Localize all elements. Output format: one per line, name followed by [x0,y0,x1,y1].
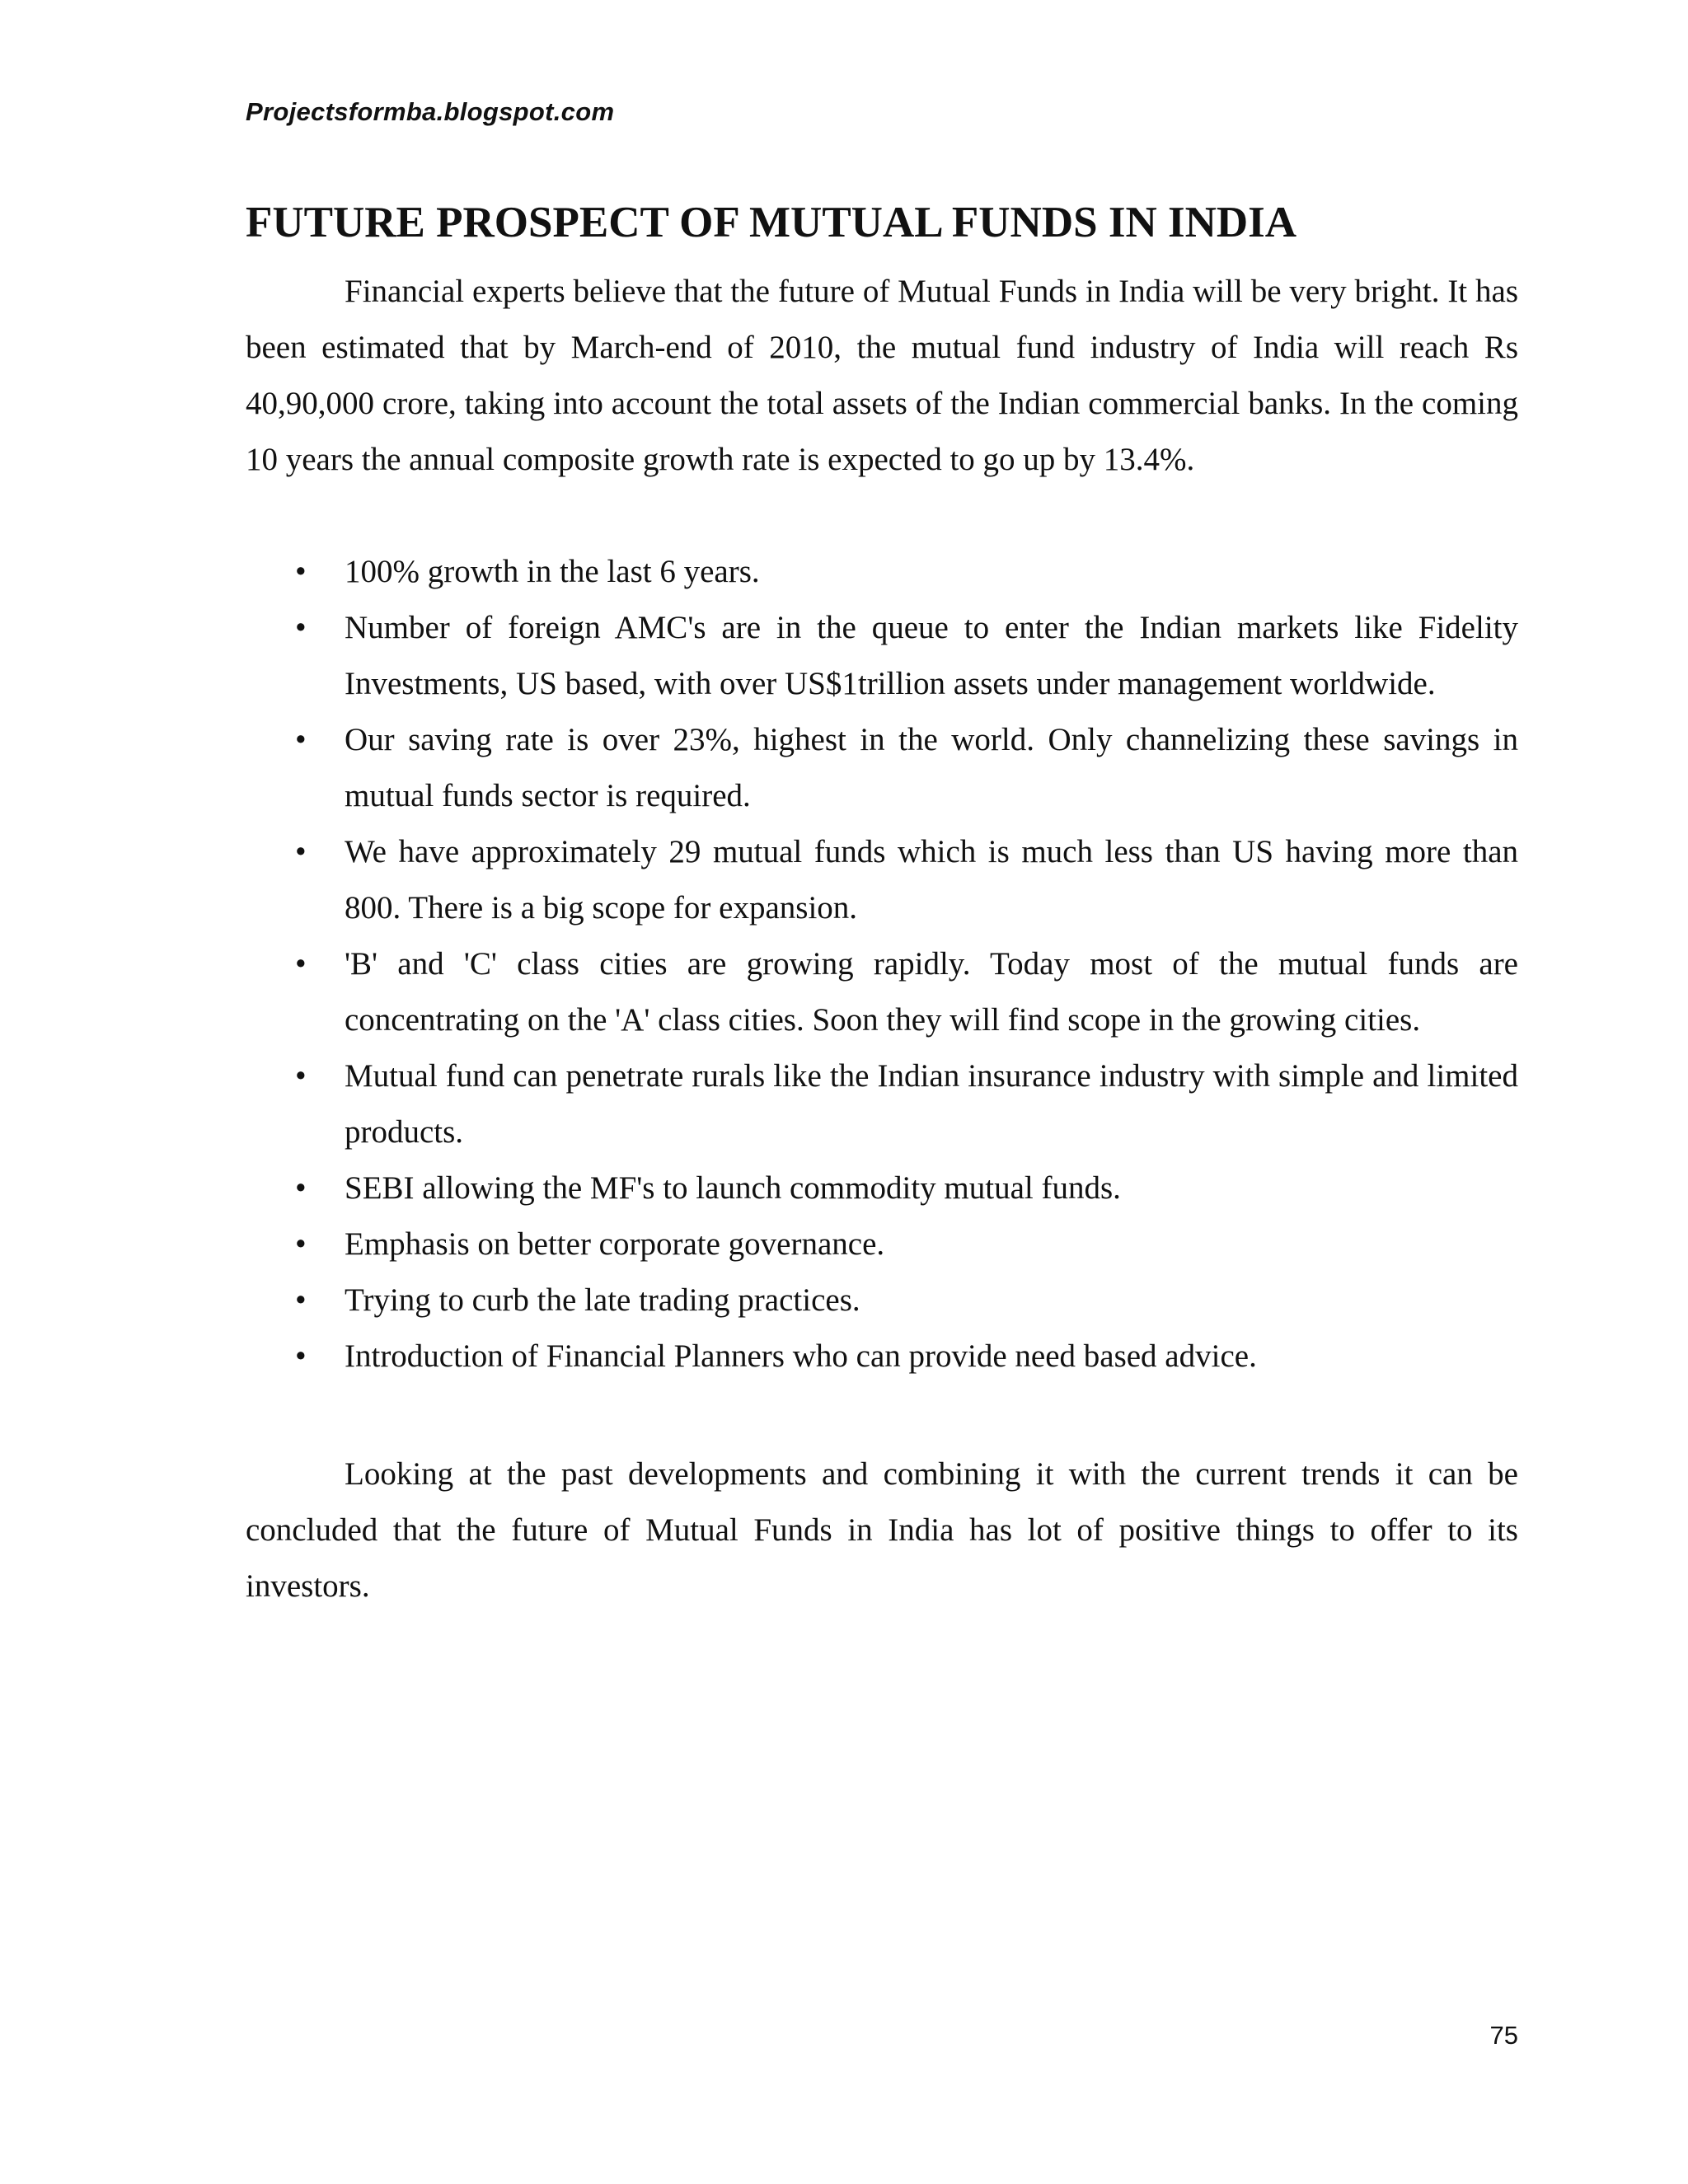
page-number: 75 [1489,2021,1518,2050]
header-site-name: Projectsformba.blogspot.com [246,97,615,126]
list-item-text: Mutual fund can penetrate rurals like the Indian insurance industry with simple and limited products. [345,1058,1518,1150]
list-item [246,544,1518,600]
list-item-text: Trying to curb the late trading practices. [345,1282,860,1318]
list-item-text: Emphasis on better corporate governance. [345,1226,885,1262]
bullet-icon: • [295,1282,307,1318]
list-item-text: SEBI allowing the MF's to launch commodity mutual funds. [345,1170,1121,1206]
list-item-text: We have approximately 29 mutual funds which is much less than US having more than 800. There is a big scope for expansion. [345,834,1518,926]
list-item [246,1048,1518,1160]
bullet-icon: • [295,946,307,982]
list-item [246,1329,1518,1385]
list-item [246,824,1518,936]
bullet-icon: • [295,722,307,757]
list-item [246,1272,1518,1329]
bullet-icon: • [295,1226,307,1262]
list-item [246,712,1518,824]
bullet-icon: • [295,1338,307,1374]
bullet-icon: • [295,554,307,589]
intro-paragraph: Financial experts believe that the future of Mutual Funds in India will be very bright. It has been estimated that by March-end of 2010, the mutual fund industry of India will reach Rs 40,90,000 crore, taking into account the total assets of the Indian commercial banks. In the coming 10 years the annual composite growth rate is expected to go up by 13.4%. [246,274,1518,477]
bullet-icon: • [295,834,307,869]
bullet-icon: • [295,610,307,645]
list-item [246,1216,1518,1272]
list-item-text: 100% growth in the last 6 years. [345,554,760,589]
conclusion-paragraph: Looking at the past developments and combining it with the current trends it can be concluded that the future of Mutual Funds in India has lot of positive things to offer to its investors. [246,1456,1518,1604]
page-title: FUTURE PROSPECT OF MUTUAL FUNDS IN INDIA [246,199,1297,246]
bullet-icon: • [295,1170,307,1206]
list-item [246,600,1518,712]
list-item-text: Introduction of Financial Planners who can provide need based advice. [345,1338,1257,1374]
list-item-text: Our saving rate is over 23%, highest in the world. Only channelizing these savings in mutual funds sector is required. [345,722,1518,813]
list-item-text: Number of foreign AMC's are in the queue to enter the Indian markets like Fidelity Investments, US based, with over US$1trillion assets under management worldwide. [345,610,1518,701]
list-item [246,936,1518,1048]
bullet-list [246,544,1518,1385]
bullet-icon: • [295,1058,307,1094]
list-item-text: 'B' and 'C' class cities are growing rapidly. Today most of the mutual funds are concentrating on the 'A' class cities. Soon they will find scope in the growing cities. [345,946,1518,1038]
list-item [246,1160,1518,1216]
